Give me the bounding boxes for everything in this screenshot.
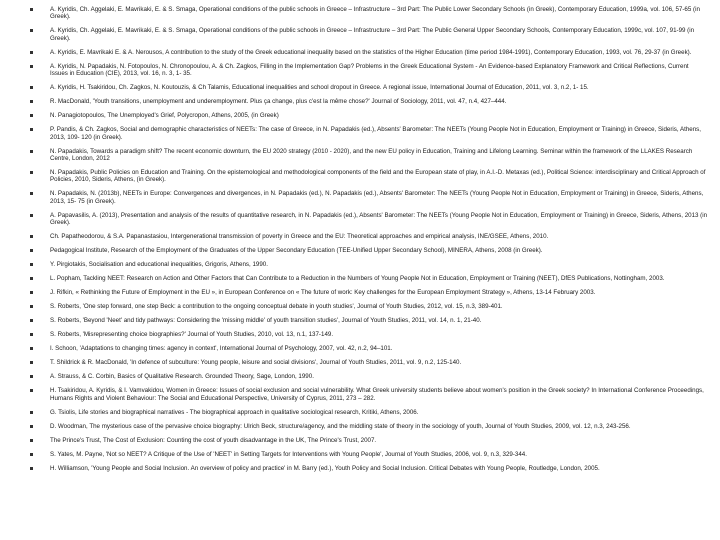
reference-item [30,359,708,366]
square-bullet-icon [30,319,33,322]
reference-item [30,148,708,163]
reference-item [30,345,708,352]
square-bullet-icon [30,249,33,252]
square-bullet-icon [30,128,33,131]
square-bullet-icon [30,214,33,217]
square-bullet-icon [30,439,33,442]
reference-item [30,261,708,268]
reference-text: R. MacDonald, 'Youth transitions, unemployment and underemployment. Plus ça change, plus c'est la même chose?' Journal of Sociology, 2011, vol. 47, n.4, 427–444. [50,98,507,106]
reference-list [30,6,708,472]
square-bullet-icon [30,277,33,280]
square-bullet-icon [30,361,33,364]
reference-item [30,84,708,91]
reference-text: S. Roberts, 'One step forward, one step Beck: a contribution to the ongoing conceptual debate in youth studies', Journal of Youth Studies, 2012, vol. 15, n.3, 389-401. [50,303,503,311]
square-bullet-icon [30,291,33,294]
square-bullet-icon [30,192,33,195]
reference-item [30,190,708,205]
reference-item [30,465,708,472]
reference-item [30,409,708,416]
reference-item [30,387,708,402]
reference-text: N. Papadakis, Towards a paradigm shift? The recent economic downturn, the EU 2020 strategy (2010 - 2020), and the new EU policy in Education, Training and Lifelong Learning. Seminar within the framework of the LLAKES Research Centre, London, 2012 [50,147,693,163]
square-bullet-icon [30,86,33,89]
reference-item [30,27,708,42]
reference-text: S. Roberts, 'Beyond 'Neet' and tidy pathways: Considering the 'missing middle' of youth transition studies', Journal of Youth Studies, 2011, vol. 14, n. 1, 21-40. [50,317,482,325]
reference-item [30,331,708,338]
reference-text: N. Papadakis, Public Policies on Education and Training. On the epistemological and methodological components of the field and the European state of play, in A.I.-D. Metaxas (ed.), Political Science: interdisciplinary and Critical Approach of Policies, 2010, Sideris, Athens, (in Greek). [50,169,706,184]
reference-text: D. Woodman, The mysterious case of the pervasive choice biography: Ulrich Beck, structure/agency, and the middling state of theory in the sociology of youth, Journal of Youth Studies, 2009, vol. 12, n.3, 243-256. [50,422,631,430]
reference-item [30,98,708,105]
reference-text: A. Kyridis, Ch. Aggelaki, E. Mavrikaki, E. & S. Smaga, Operational conditions of the public schools in Greece – Infrastructure – 3rd Part: The Public Lower Secondary Schools (in Greek), Contemporary Education, 1999a, vol. 106, 57-65 (in Greek). [50,6,700,21]
square-bullet-icon [30,8,33,11]
square-bullet-icon [30,263,33,266]
reference-item [30,63,708,78]
reference-text: T. Shildrick & R. MacDonald, 'In defence of subculture: Young people, leisure and social divisions', Journal of Youth Studies, 2011, vol. 9, n.2, 125-140. [50,359,462,367]
reference-item [30,423,708,430]
square-bullet-icon [30,235,33,238]
reference-text: A. Kyridis, E. Mavrikaki E. & A. Nerousos, A contribution to the study of the Greek educational inequality based on the statistics of the Higher Education (time period 1984-1991), Contemporary Education, 1993, vol. 76, 29-37 (in Greek). [50,48,692,56]
square-bullet-icon [30,29,33,32]
square-bullet-icon [30,389,33,392]
reference-item [30,275,708,282]
reference-item [30,49,708,56]
reference-text: A. Kyridis, N. Papadakis, N. Fotopoulos, N. Chronopoulou, A. & Ch. Zagkos, Filling in the Implementation Gap? Problems in the Greek Educational System - An Evidence-based Explanatory Framework and Critical Reflections, Current Issues in Education (CIE), 2013, vol. 16, n. 3, 1- 35. [50,62,689,78]
reference-item [30,373,708,380]
reference-text: Y. Pirgiotakis, Socialisation and educational inequalities, Grigoris, Athens, 1990. [50,261,268,269]
square-bullet-icon [30,305,33,308]
square-bullet-icon [30,51,33,54]
reference-text: S. Roberts, 'Misrepresenting choice biographies?' Journal of Youth Studies, 2010, vol. 13, n.1, 137-149. [50,331,334,339]
square-bullet-icon [30,347,33,350]
reference-item [30,289,708,296]
reference-item [30,126,708,141]
square-bullet-icon [30,375,33,378]
reference-text: J. Rifkin, « Rethinking the Future of Employment in the EU », in European Conference on « The future of work: Key challenges for the European Employment Strategy », Athens, 13-14 February 2003. [50,289,596,297]
reference-text: S. Yates, M. Payne, 'Not so NEET? A Critique of the Use of 'NEET' in Setting Targets for Interventions with Young People', Journal of Youth Studies, 2006, vol. 9, n.3, 329-344. [50,450,527,458]
reference-text: A. Papavasilis, A. (2013), Presentation and analysis of the results of quantitative research, in N. Papadakis (ed.), Absents' Barometer: The NEETs (Young People Not in Education, Employment or Training) in Greece, Sideris, Athens, 2013 (in Greek). [50,211,708,227]
reference-item [30,303,708,310]
square-bullet-icon [30,150,33,153]
reference-item [30,112,708,119]
reference-item [30,233,708,240]
square-bullet-icon [30,65,33,68]
reference-text: A. Kyridis, Ch. Aggelaki, E. Mavrikaki, E. & S. Smaga, Operational conditions of the public schools in Greece – Infrastructure – 3rd Part: The Public General Upper Secondary Schools, Contemporary Education, 1999c, vol. 107, 91-99 (in Greek). [50,27,695,42]
square-bullet-icon [30,467,33,470]
reference-text: A. Strauss, & C. Corbin, Basics of Qualitative Research. Grounded Theory, Sage, London, 1990. [50,373,314,381]
reference-text: P. Pandis, & Ch. Zagkos, Social and demographic characteristics of NEETs: The case of Greece, in N. Papadakis (ed.), Absents' Barometer: The NEETs (Young People Not in Education, Employment or Training) in Greece, Sideris, Athens, 2013, 109- 120 (in Greek). [50,126,701,141]
reference-item [30,247,708,254]
reference-text: H. Tsakiridou, A. Kyridis, & I. Vamvakidou, Women in Greece: Issues of social exclusion and social vulnerability. What Greek university students believe about women's position in the Greek society? In International Conference Proceedings, Humans Rights and Violent Behaviour: The Social and Educational Perspective, University of Cyprus, 2011, 273 – 282. [50,387,704,402]
square-bullet-icon [30,114,33,117]
reference-text: The Prince's Trust, The Cost of Exclusion: Counting the cost of youth disadvantage in the UK, The Prince's Trust, 2007. [50,436,377,444]
reference-item [30,6,708,21]
reference-text: H. Williamson, 'Young People and Social Inclusion. An overview of policy and practice' in M. Barry (ed.), Youth Policy and Social Inclusion. Critical Debates with Young People, Routledge, London, 2005. [50,464,600,472]
square-bullet-icon [30,425,33,428]
square-bullet-icon [30,333,33,336]
reference-text: Pedagogical Institute, Research of the Employment of the Graduates of the Upper Secondary Education (TEE-Unified Upper Secondary School), MINERA, Athens, 2008 (in Greek). [50,247,543,255]
reference-item [30,451,708,458]
reference-item [30,169,708,184]
square-bullet-icon [30,171,33,174]
reference-text: A. Kyridis, H. Tsakiridou, Ch. Zagkos, N. Koutouzis, & Ch Talamis, Educational inequalities and school dropout in Greece. A regional issue, International Journal of Education, 2011, vol. 3, n.2, 1- 15. [50,84,589,92]
square-bullet-icon [30,100,33,103]
reference-text: N. Panagiotopoulos, The Unemployed's Grief, Polycropon, Athens, 2005, (in Greek) [50,112,279,120]
square-bullet-icon [30,411,33,414]
reference-text: L. Popham, Tackling NEET: Research on Action and Other Factors that Can Contribute to a Reduction in the Numbers of Young People Not in Education, Employment or Training (NEET), DfES Publications, Nottingham, 2003. [50,275,665,283]
reference-item [30,317,708,324]
reference-text: N. Papadakis, N. (2013b), NEETs in Europe: Convergences and divergences, in N. Papadakis (ed.), N. Papadakis (ed.), Absents' Barometer: The NEETs (Young People Not in Education, Employment or Training) in Greece, Sideris, Athens, 2013, 15- 75 (in Greek). [50,190,704,205]
reference-item [30,437,708,444]
reference-item [30,212,708,227]
reference-text: I. Schoon, 'Adaptations to changing times: agency in context', International Journal of Psychology, 2007, vol. 42, n.2, 94–101. [50,345,393,353]
square-bullet-icon [30,453,33,456]
reference-text: G. Tsiolis, Life stories and biographical narratives - The biographical approach in qualitative sociological research, Kritiki, Athens, 2006. [50,408,419,416]
reference-text: Ch. Papatheodorou, & S.A. Papanastasiou, Intergenerational transmission of poverty in Greece and the EU: Theoretical approaches and empirical analysis, INE/GSEE, Athens, 2010. [50,233,549,241]
